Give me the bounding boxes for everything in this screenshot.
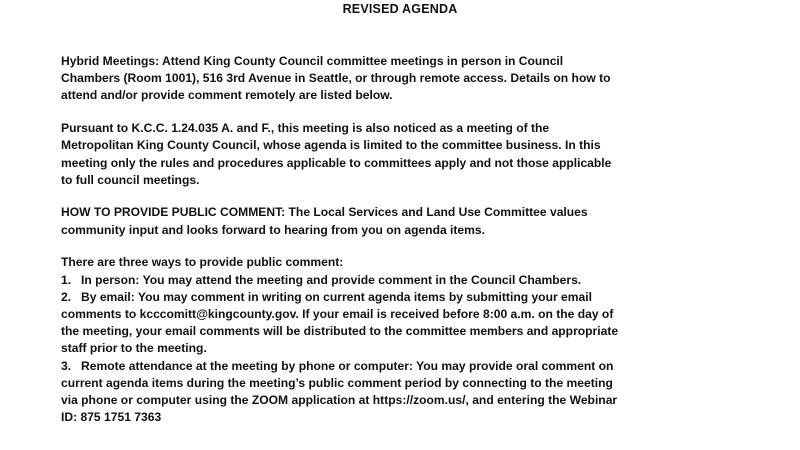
kcc-notice-paragraph: Pursuant to K.C.C. 1.24.035 A. and F., this meeting is also noticed as a meeting of the Metropolitan King County Council, whose agenda is limited to the committee business. In this meeting only the rules and procedures applicable to committees apply and not those applicable to full council meetings.: [61, 121, 612, 187]
list-item: [61, 289, 621, 358]
list-item: [61, 358, 621, 427]
list-item-number: 1.: [61, 272, 72, 287]
document-title: REVISED AGENDA: [342, 2, 458, 16]
list-intro: There are three ways to provide public comment:: [61, 255, 344, 270]
list-item-text: In person: You may attend the meeting and provide comment in the Council Chambers.: [81, 272, 582, 287]
list-item-number: 3.: [61, 358, 72, 373]
list-item-text: Remote attendance at the meeting by phone or computer: You may provide oral comment on current agenda items during the meeting’s public comment period by connecting to the meeting via phone or computer using the ZOOM application at https://zoom.us/, and entering the Webinar ID: 875 1751 7363: [61, 358, 618, 425]
list-item-number: 2.: [61, 289, 72, 304]
list-item: [61, 272, 621, 289]
list-item-text: By email: You may comment in writing on current agenda items by submitting your email comments to kcccomitt@kingcounty.gov. If your email is received before 8:00 a.m. on the day of the meeting, your email comments will be distributed to the committee members and appropriate staff prior to the meeting.: [61, 289, 619, 356]
hybrid-meetings-paragraph: Hybrid Meetings: Attend King County Council committee meetings in person in Council Chambers (Room 1001), 516 3rd Avenue in Seattle, or through remote access. Details on how to attend and/or provide comment remotely are listed below.: [61, 54, 611, 103]
public-comment-heading-paragraph: HOW TO PROVIDE PUBLIC COMMENT: The Local Services and Land Use Committee values community input and looks forward to hearing from you on agenda items.: [61, 205, 588, 237]
document-body: [61, 53, 621, 426]
comment-methods-list: [61, 272, 621, 427]
